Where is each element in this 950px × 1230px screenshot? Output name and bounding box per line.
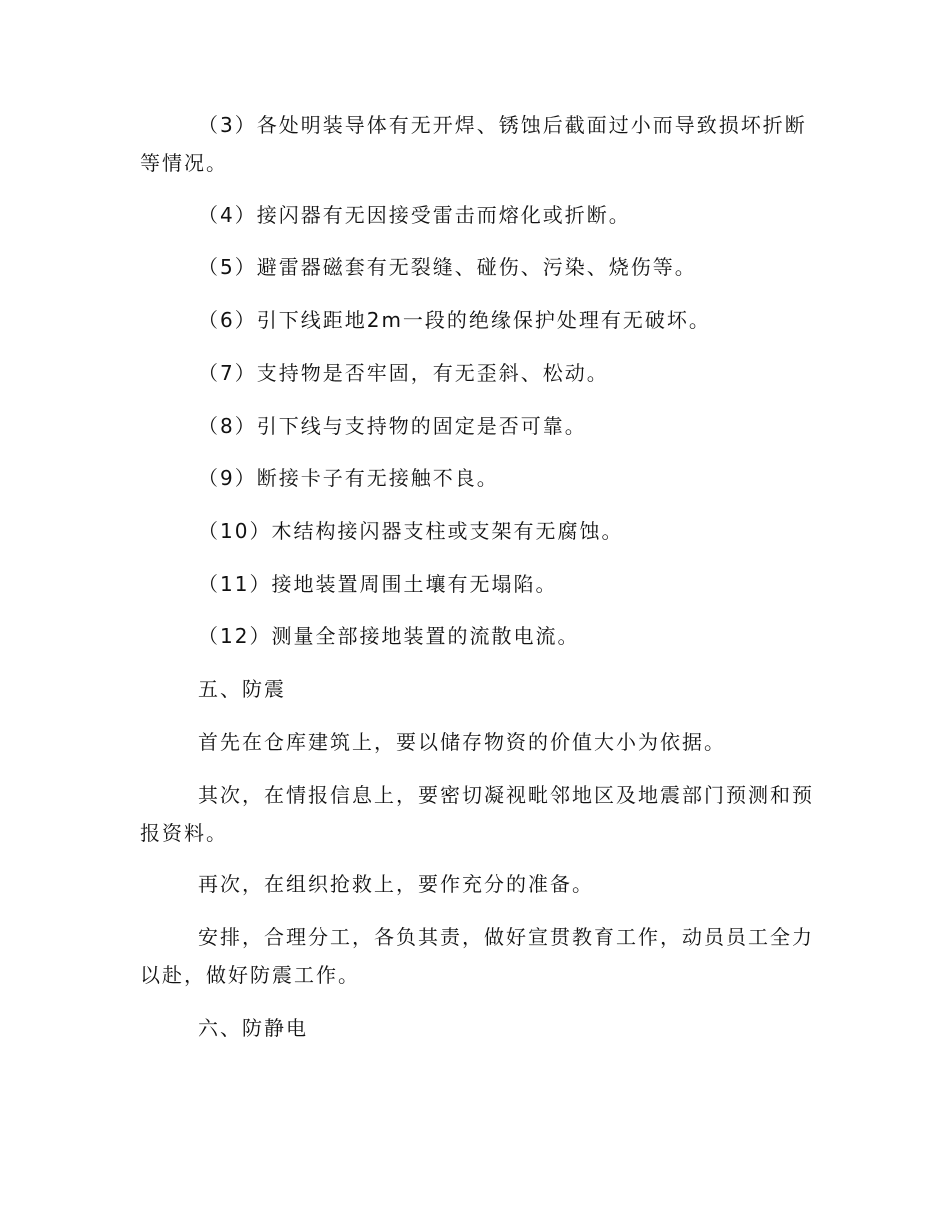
list-item-7: （7）支持物是否牢固，有无歪斜、松动。 (198, 361, 609, 385)
list-item-5: （5）避雷器磁套有无裂缝、碰伤、污染、烧伤等。 (198, 255, 697, 279)
list-item-10: （10）木结构接闪器支柱或支架有无腐蚀。 (198, 519, 624, 543)
section-heading-anti-seismic: 五、防震 (198, 677, 286, 701)
list-item-8: （8）引下线与支持物的固定是否可靠。 (198, 414, 587, 438)
paragraph-third: 再次，在组织抢救上，要作充分的准备。 (198, 872, 594, 896)
list-item-9: （9）断接卡子有无接触不良。 (198, 466, 499, 490)
paragraph-second: 其次，在情报信息上，要密切凝视毗邻地区及地震部门预测和预报资料。 (140, 783, 814, 845)
paragraph-first: 首先在仓库建筑上，要以储存物资的价值大小为依据。 (198, 730, 726, 754)
paragraph-arrangement: 安排，合理分工，各负其责，做好宣贯教育工作，动员员工全力以赴，做好防震工作。 (140, 925, 814, 987)
list-item-4: （4）接闪器有无因接受雷击而熔化或折断。 (198, 203, 631, 227)
list-item-12: （12）测量全部接地装置的流散电流。 (198, 624, 580, 648)
list-item-6: （6）引下线距地2m一段的绝缘保护处理有无破坏。 (198, 308, 711, 332)
section-heading-anti-static: 六、防静电 (198, 1016, 308, 1040)
list-item-11: （11）接地装置周围土壤有无塌陷。 (198, 572, 558, 596)
list-item-3: （3）各处明装导体有无开焊、锈蚀后截面过小而导致损坏折断等情况。 (140, 113, 807, 175)
